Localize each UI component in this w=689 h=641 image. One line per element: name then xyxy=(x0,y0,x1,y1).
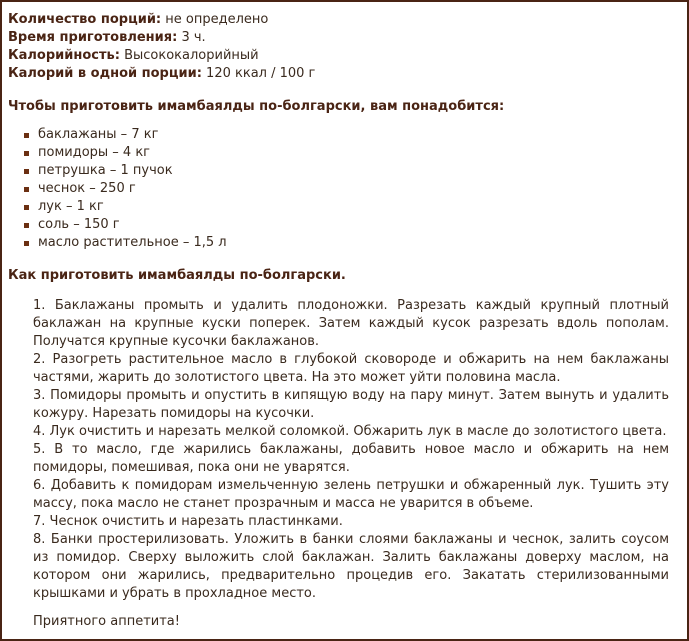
method-steps xyxy=(8,297,679,603)
ingredient-item: масло растительное – 1,5 л xyxy=(24,234,679,252)
meta-value: 120 ккал / 100 г xyxy=(206,66,316,81)
closing-text: Приятного аппетита! xyxy=(33,614,180,629)
ingredients-list xyxy=(8,126,679,252)
ingredient-item: соль – 150 г xyxy=(24,216,679,234)
method-step: 1. Баклажаны промыть и удалить плодоножки. Разрезать каждый крупный плотный баклажан на крупные куски поперек. Затем каждый кусок разрезать вдоль пополам. Получатся крупные кусочки баклажанов. xyxy=(33,298,669,349)
ingredient-item: баклажаны – 7 кг xyxy=(24,126,679,144)
ingredient-item: чеснок – 250 г xyxy=(24,180,679,198)
meta-calories-per-serving xyxy=(8,65,679,83)
meta-value: 3 ч. xyxy=(181,30,206,45)
meta-label: Калорий в одной порции: xyxy=(8,66,202,81)
meta-value: Высококалорийный xyxy=(124,48,259,63)
meta-label: Количество порций: xyxy=(8,12,162,27)
method-step: 3. Помидоры промыть и опустить в кипящую воду на пару минут. Затем вынуть и удалить кожуру. Нарезать помидоры на кусочки. xyxy=(33,388,669,421)
meta-servings xyxy=(8,11,679,29)
method-step: 4. Лук очистить и нарезать мелкой соломкой. Обжарить лук в масле до золотистого цвета. xyxy=(33,424,667,439)
meta-cook-time xyxy=(8,29,679,47)
recipe-meta xyxy=(8,11,679,83)
meta-label: Калорийность: xyxy=(8,48,120,63)
meta-calorie-level xyxy=(8,47,679,65)
method-step: 7. Чеснок очистить и нарезать пластинками. xyxy=(33,514,343,529)
meta-label: Время приготовления: xyxy=(8,30,178,45)
method-heading: Как приготовить имамбаялды по-болгарски. xyxy=(8,268,346,283)
method-step: 2. Разогреть растительное масло в глубокой сковороде и обжарить на нем баклажаны частями, жарить до золотистого цвета. На это может уйти половина масла. xyxy=(33,352,669,385)
method-step: 8. Банки простерилизовать. Уложить в банки слоями баклажаны и чеснок, залить соусом из помидор. Сверху выложить слой баклажан. Залить баклажаны доверху маслом, на котором они жарились, предварительно процедив его. Закатать стерилизованными крышками и убрать в прохладное место. xyxy=(33,532,669,601)
method-step: 5. В то масло, где жарились баклажаны, добавить новое масло и обжарить на нем помидоры, помешивая, пока они не уварятся. xyxy=(33,442,669,475)
ingredient-item: помидоры – 4 кг xyxy=(24,144,679,162)
method-step: 6. Добавить к помидорам измельченную зелень петрушки и обжаренный лук. Тушить эту массу, пока масло не станет прозрачным и масса не уварится в объеме. xyxy=(33,478,669,511)
ingredient-item: лук – 1 кг xyxy=(24,198,679,216)
meta-value: не определено xyxy=(165,12,269,27)
ingredient-item: петрушка – 1 пучок xyxy=(24,162,679,180)
ingredients-heading: Чтобы приготовить имамбаялды по-болгарски, вам понадобится: xyxy=(8,99,505,114)
